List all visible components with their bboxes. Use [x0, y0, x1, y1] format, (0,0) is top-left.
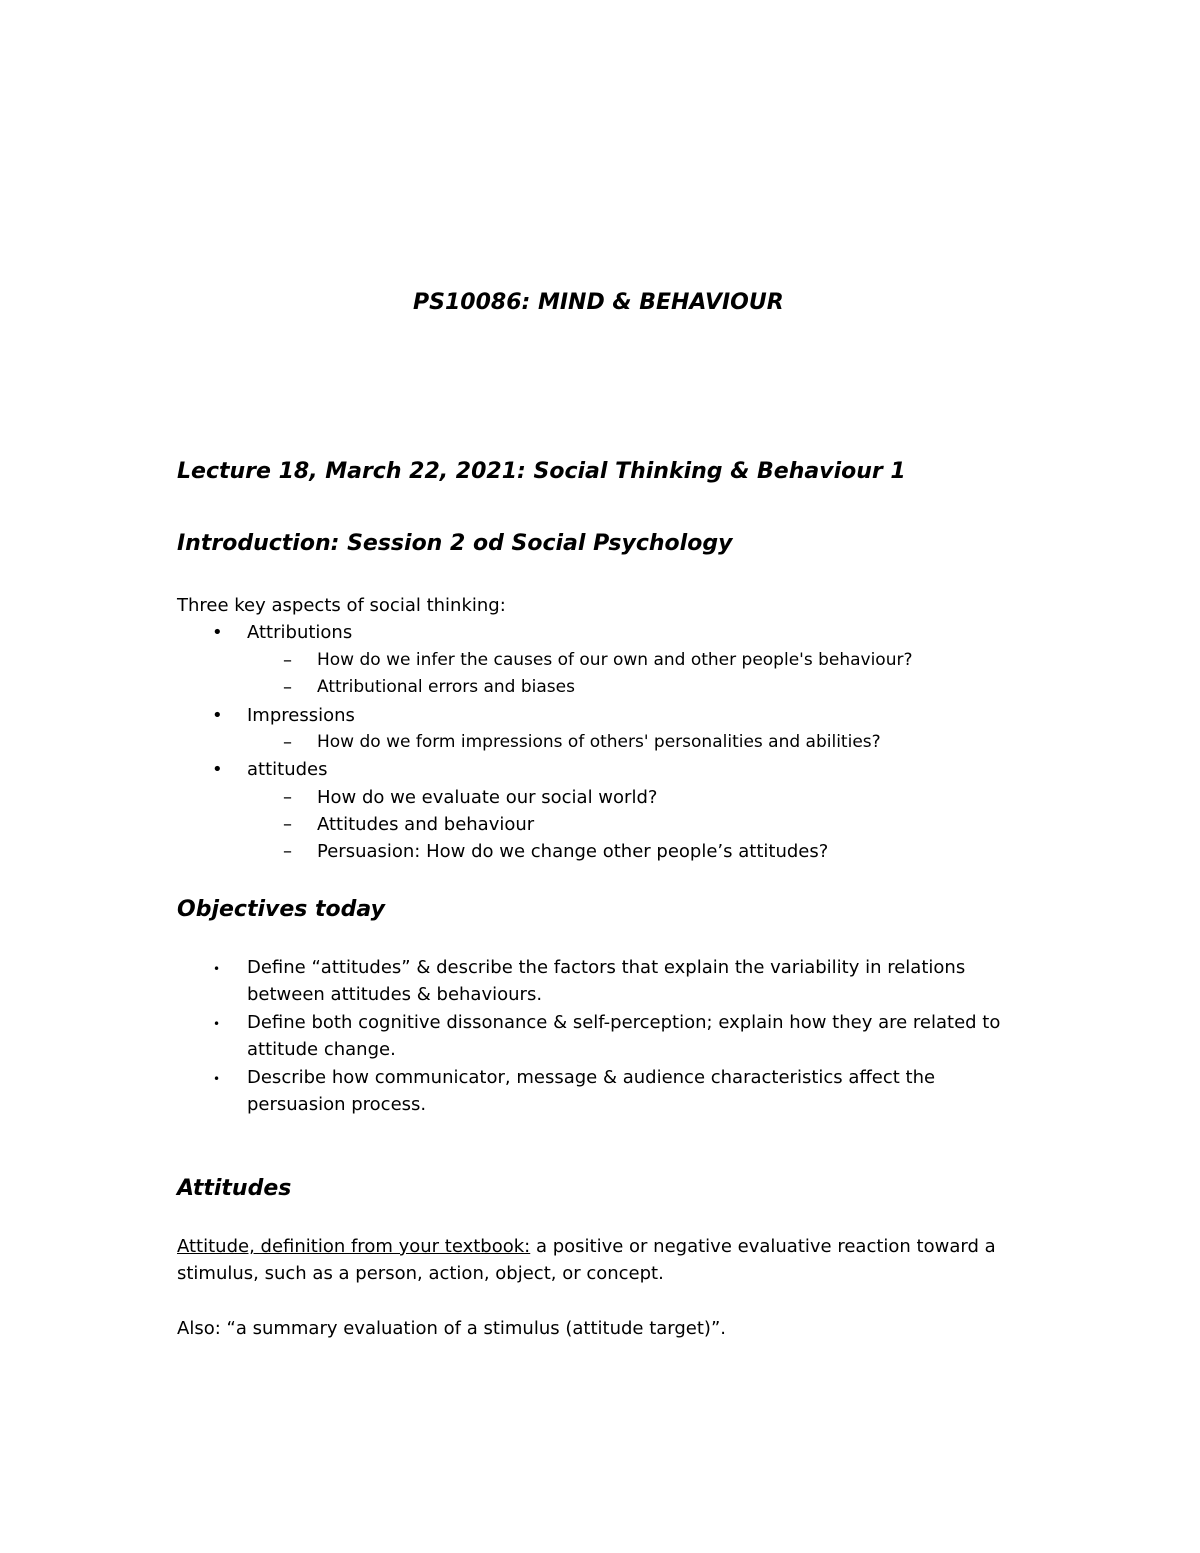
dash-icon: –: [283, 650, 292, 671]
aspect-sub-item: How do we form impressions of others' personalities and abilities?: [317, 732, 881, 752]
definition-line-continued: stimulus, such as a person, action, object, or concept.: [177, 1263, 664, 1284]
aspect-sub-item: How do we evaluate our social world?: [317, 787, 658, 808]
objective-item: Describe how communicator, message & audience characteristics affect the: [247, 1067, 936, 1088]
aspect-sub-item: Persuasion: How do we change other people’s attitudes?: [317, 841, 829, 862]
definition-line: [177, 1238, 996, 1256]
dash-icon: –: [283, 677, 292, 698]
definition-text: a positive or negative evaluative reaction toward a: [530, 1236, 996, 1257]
intro-heading: Introduction: Session 2 od Social Psychology: [177, 531, 733, 556]
objectives-heading: Objectives today: [177, 897, 385, 922]
lecture-heading: Lecture 18, March 22, 2021: Social Thinking & Behaviour 1: [177, 459, 906, 484]
attitudes-heading: Attitudes: [177, 1176, 292, 1201]
aspect-label: Impressions: [247, 705, 355, 726]
aspect-sub-item: Attributional errors and biases: [317, 677, 575, 697]
aspect-label: attitudes: [247, 759, 328, 780]
objective-item-continued: persuasion process.: [247, 1094, 427, 1115]
aspect-label: Attributions: [247, 622, 353, 643]
definition-label: Attitude, definition from your textbook:: [177, 1236, 531, 1257]
intro-lead: Three key aspects of social thinking:: [177, 595, 506, 616]
bullet-icon: •: [213, 1072, 221, 1086]
aspect-sub-item: Attitudes and behaviour: [317, 814, 535, 835]
dash-icon: –: [283, 814, 292, 835]
objective-item-continued: attitude change.: [247, 1039, 396, 1060]
page-title: PS10086: MIND & BEHAVIOUR: [413, 290, 784, 315]
bullet-icon: •: [212, 705, 223, 726]
dash-icon: –: [283, 841, 292, 862]
aspect-sub-item: How do we infer the causes of our own and other people's behaviour?: [317, 650, 913, 670]
dash-icon: –: [283, 732, 292, 753]
bullet-icon: •: [213, 962, 221, 976]
objective-item: Define “attitudes” & describe the factors that explain the variability in relations: [247, 957, 966, 978]
dash-icon: –: [283, 787, 292, 808]
bullet-icon: •: [212, 759, 223, 780]
bullet-icon: •: [212, 622, 223, 643]
bullet-icon: •: [213, 1017, 221, 1031]
objective-item-continued: between attitudes & behaviours.: [247, 984, 543, 1005]
also-text: Also: “a summary evaluation of a stimulus (attitude target)”.: [177, 1318, 726, 1339]
objective-item: Define both cognitive dissonance & self-perception; explain how they are related to: [247, 1012, 1001, 1033]
